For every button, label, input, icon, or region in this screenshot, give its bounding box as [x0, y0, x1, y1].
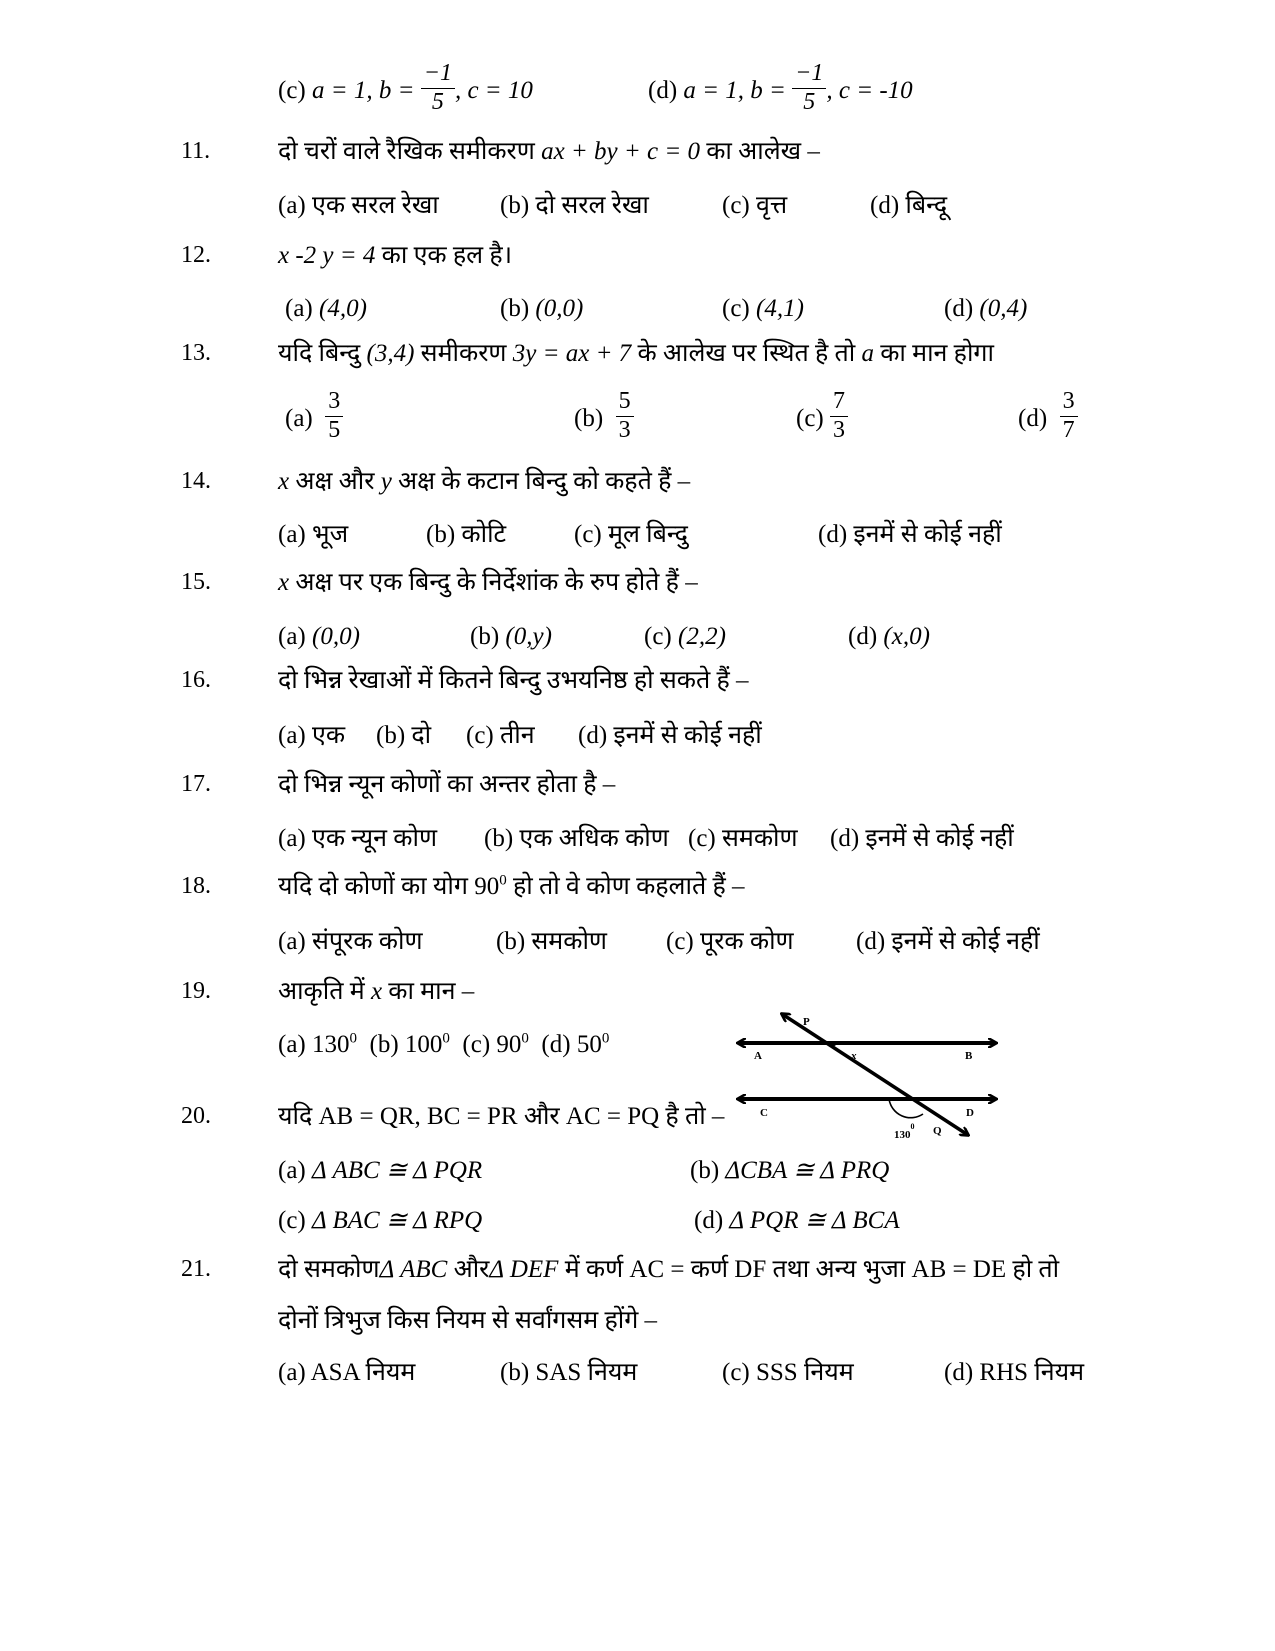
q19-option-d: (d) $50^0$	[541, 1030, 610, 1058]
q11-number: 11.	[181, 138, 211, 164]
q16-text: दो भिन्न रेखाओं में कितने बिन्दु उभयनिष्ठ हो सकते हैं –	[278, 667, 749, 694]
q12-option-c: (c) (4,1)	[722, 295, 804, 322]
q19-options	[278, 1032, 609, 1057]
q15-option-a: (a) (0,0)	[278, 623, 360, 650]
q13-option-a: (a) $\frac{3}{5}$	[285, 392, 343, 448]
label-d: D	[966, 1107, 974, 1119]
q13-text: यदि बिन्दु (3,4) समीकरण 3y = ax + 7 के आलेख पर स्थित है तो a का मान होगा	[278, 340, 994, 367]
q17-number: 17.	[181, 771, 211, 797]
q14-text: x अक्ष और y अक्ष के कटान बिन्दु को कहते हैं –	[278, 468, 691, 495]
q11-option-d: (d) बिन्दू	[870, 192, 948, 219]
q16-option-c: (c) तीन	[466, 722, 535, 749]
q15-text: x अक्ष पर एक बिन्दु के निर्देशांक के रुप होते हैं –	[278, 569, 698, 596]
label-c: C	[760, 1107, 768, 1119]
q12-option-a: (a) (4,0)	[285, 295, 367, 322]
q18-text: यदि दो कोणों का योग $90^0$ हो तो वे कोण कहलाते हैं –	[278, 872, 745, 900]
q21-option-b: (b) SAS नियम	[500, 1359, 638, 1386]
angle-130-label: $130^0$	[894, 1122, 915, 1141]
q18-option-a: (a) संपूरक कोण	[278, 928, 423, 955]
q17-option-d: (d) इनमें से कोई नहीं	[830, 825, 1014, 852]
q10-option-d: (d) a = 1, b = $\frac{-1}{5}$ , c = -10	[648, 60, 913, 115]
q21-option-d: (d) RHS नियम	[944, 1359, 1085, 1386]
q20-option-a: (a) Δ ABC ≅ Δ PQR	[278, 1157, 483, 1184]
q17-option-a: (a) एक न्यून कोण	[278, 825, 438, 852]
q19-option-a: (a) $130^0$	[278, 1030, 357, 1058]
q16-option-b: (b) दो	[376, 722, 432, 749]
q20-option-c: (c) Δ BAC ≅ Δ RPQ	[278, 1207, 483, 1234]
label-b: B	[965, 1050, 973, 1062]
q13-option-c: (c) $\frac{7}{3}$	[796, 392, 848, 448]
q19-option-c: (c) $90^0$	[462, 1030, 529, 1058]
q11-option-c: (c) वृत्त	[722, 192, 788, 219]
q20-option-d: (d) Δ PQR ≅ Δ BCA	[694, 1207, 900, 1234]
q18-option-d: (d) इनमें से कोई नहीं	[856, 928, 1040, 955]
q15-option-d: (d) (x,0)	[848, 623, 930, 650]
q17-option-b: (b) एक अधिक कोण	[484, 825, 669, 852]
q11-text: दो चरों वाले रैखिक समीकरण ax + by + c = 0 का आलेख –	[278, 138, 820, 165]
q10-option-c: (c) a = 1, b = $\frac{-1}{5}$ , c = 10	[278, 60, 533, 115]
q15-option-c: (c) (2,2)	[644, 623, 726, 650]
q21-number: 21.	[181, 1256, 211, 1282]
q21-text: दो समकोणΔ ABC औरΔ DEF में कर्ण AC = कर्ण DF तथा अन्य भुजा AB = DE हो तो	[278, 1256, 1060, 1283]
q15-number: 15.	[181, 569, 211, 595]
q19-option-b: (b) $100^0$	[369, 1030, 450, 1058]
q21-option-a: (a) ASA नियम	[278, 1359, 416, 1386]
label-x: x	[851, 1050, 857, 1062]
label-q: Q	[933, 1125, 942, 1137]
q12-number: 12.	[181, 242, 211, 268]
q11-option-b: (b) दो सरल रेखा	[500, 192, 649, 219]
q13-option-b: (b) $\frac{5}{3}$	[574, 392, 634, 448]
q12-text: x -2 y = 4 का एक हल है।	[278, 242, 513, 269]
q18-option-b: (b) समकोण	[496, 928, 608, 955]
q12-option-b: (b) (0,0)	[500, 295, 584, 322]
q10-c-fraction: $\frac{-1}{5}$	[421, 60, 455, 116]
label-a: A	[754, 1050, 762, 1062]
label-p: P	[803, 1016, 810, 1028]
q14-option-d: (d) इनमें से कोई नहीं	[818, 521, 1002, 548]
q14-option-a: (a) भूज	[278, 521, 349, 548]
q10-d-fraction: $\frac{-1}{5}$	[792, 60, 826, 116]
q16-option-d: (d) इनमें से कोई नहीं	[578, 722, 762, 749]
transversal-pq	[782, 1014, 968, 1135]
q14-option-b: (b) कोटि	[426, 521, 507, 548]
q11-option-a: (a) एक सरल रेखा	[278, 192, 439, 219]
q16-option-a: (a) एक	[278, 722, 346, 749]
q19-number: 19.	[181, 978, 211, 1004]
q21-option-c: (c) SSS नियम	[722, 1359, 854, 1386]
q14-number: 14.	[181, 468, 211, 494]
q16-number: 16.	[181, 667, 211, 693]
q20-text: यदि AB = QR, BC = PR और AC = PQ है तो –	[278, 1103, 725, 1130]
q13-option-d: (d) $\frac{3}{7}$	[1018, 392, 1078, 448]
q18-number: 18.	[181, 873, 211, 899]
q15-option-b: (b) (0,y)	[470, 623, 552, 650]
q21-text-line2: दोनों त्रिभुज किस नियम से सर्वांगसम होंगे –	[278, 1307, 658, 1334]
q20-option-b: (b) ΔCBA ≅ Δ PRQ	[690, 1157, 890, 1184]
q18-option-c: (c) पूरक कोण	[666, 928, 794, 955]
q12-option-d: (d) (0,4)	[944, 295, 1028, 322]
parallel-lines-transversal-figure	[734, 1006, 1134, 1153]
q13-number: 13.	[181, 340, 211, 366]
q19-text: आकृति में x का मान –	[278, 978, 475, 1005]
q14-option-c: (c) मूल बिन्दु	[574, 521, 688, 548]
q17-option-c: (c) समकोण	[688, 825, 798, 852]
q20-number: 20.	[181, 1103, 211, 1129]
q17-text: दो भिन्न न्यून कोणों का अन्तर होता है –	[278, 771, 616, 798]
